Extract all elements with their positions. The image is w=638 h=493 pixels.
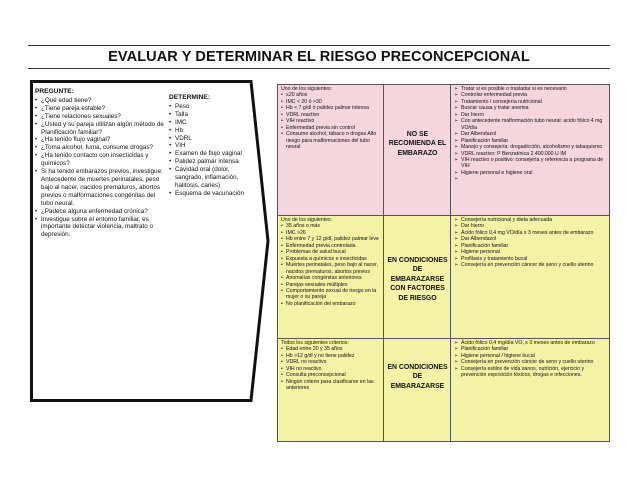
bullet-icon: • xyxy=(281,275,283,282)
criteria-item xyxy=(281,131,380,150)
criteria-list xyxy=(281,346,380,391)
arrow-bullet-icon: ➢ xyxy=(454,118,459,125)
bullet-icon: • xyxy=(281,131,283,138)
arrow-bullet-icon: ➢ xyxy=(454,229,459,236)
determine-column xyxy=(169,94,259,198)
bullet-icon: • xyxy=(281,287,283,294)
bullet-icon: • xyxy=(35,144,38,152)
determine-item xyxy=(169,103,259,111)
criteria-cell xyxy=(278,85,384,215)
bullet-icon: • xyxy=(169,134,172,142)
criteria-item-text: Consulta preconcepcional xyxy=(286,372,346,379)
question-item-text: ¿Ha tenido contacto con insecticidas y químicos? xyxy=(41,152,149,168)
treatment-item-text: Con antecedente malformación tubo neural: acido fólico 4 mg VO/día xyxy=(461,118,603,131)
criteria-item-text: Hb >12 g/dl y no tiene palidez xyxy=(286,352,355,359)
bullet-icon: • xyxy=(281,352,283,359)
arrow-bullet-icon: ➢ xyxy=(454,105,459,112)
question-item-text: ¿Qué edad tiene? xyxy=(41,96,92,104)
question-item-text: Investigue sobre el entorno familiar, es importante detectar violencia, maltrato o depresión. xyxy=(41,215,154,239)
bullet-icon: • xyxy=(169,142,172,150)
row-red xyxy=(278,85,609,215)
treatment-item-text: Buscar causa y tratar anemia xyxy=(461,105,529,112)
criteria-item-text: Edad entre 20 y 35 años xyxy=(286,346,343,353)
criteria-list xyxy=(281,92,380,150)
treatment-item-text: Consejería estilos de vida sanos, nutrición, ejercicio y prevención exposición tóxicos, drogas e infecciones. xyxy=(461,365,585,379)
arrow-bullet-icon: ➢ xyxy=(454,169,459,176)
classification-table xyxy=(277,84,610,442)
criteria-intro: Uno de los siguientes: xyxy=(281,86,333,92)
treatment-item-text: Tratar si es posible o trasladar si es necesario xyxy=(461,86,567,92)
bullet-icon: • xyxy=(281,98,283,105)
bullet-icon: • xyxy=(35,104,38,112)
arrow-bullet-icon: ➢ xyxy=(454,352,459,359)
bullet-icon: • xyxy=(281,262,283,269)
bullet-icon: • xyxy=(169,150,172,158)
criteria-item xyxy=(281,262,380,275)
bullet-icon: • xyxy=(281,229,283,236)
question-item-text: ¿Usted y su pareja utilizan algún método de Planificación familiar? xyxy=(41,120,164,136)
determine-item-text: VIH xyxy=(175,142,186,150)
treatment-list xyxy=(454,86,606,183)
bullet-icon: • xyxy=(281,111,283,118)
title-rule-top xyxy=(28,45,610,46)
bullet-icon: • xyxy=(281,92,283,99)
bullet-icon: • xyxy=(169,189,172,197)
determine-item-text: Cavidad oral (dolor, sangrado, inflamación, halitosis, caries) xyxy=(175,166,239,189)
treatment-cell xyxy=(451,339,609,441)
arrow-bullet-icon: ➢ xyxy=(454,255,459,262)
bullet-icon: • xyxy=(281,281,283,288)
determine-item xyxy=(169,190,259,198)
question-item-text: Si ha tenido embarazos previos, investigue: Antecedente de muertes perinatales, peso bajo al nacer, nacidos prematuros, abortos previos o malformaciones congénitas del tubo neural. xyxy=(41,168,163,207)
criteria-item-text: Enfermedad previa sin control xyxy=(286,124,355,131)
criteria-intro: Uno de los siguientes: xyxy=(281,217,333,223)
bullet-icon: • xyxy=(281,249,283,256)
criteria-item-text: Consume alcohol, tabaco o drogas Alto riesgo para malformaciones del tubo neural xyxy=(286,131,377,151)
treatment-item-text: Tratamiento / consejería nutricional xyxy=(461,98,542,105)
determine-item xyxy=(169,166,259,190)
treatment-item xyxy=(454,118,606,131)
criteria-list xyxy=(281,223,380,307)
arrow-bullet-icon: ➢ xyxy=(454,242,459,249)
page-title: EVALUAR Y DETERMINAR EL RIESGO PRECONCEPCIONAL xyxy=(108,49,530,65)
question-item-text: ¿Tiene pareja estable? xyxy=(41,104,106,112)
criteria-item-text: IMC >26 xyxy=(286,229,306,236)
criteria-item-text: VIH reactivo xyxy=(286,118,315,125)
bullet-icon: • xyxy=(281,359,283,366)
bullet-icon: • xyxy=(169,118,172,126)
treatment-item-text: Planificación familiar xyxy=(461,346,509,353)
question-item xyxy=(35,136,167,144)
criteria-cell xyxy=(278,339,384,441)
bullet-icon: • xyxy=(35,136,38,144)
treatment-item-text: Planificación familiar xyxy=(461,242,509,249)
classification-label: EN CONDICIONES DE EMBARAZARSE CON FACTORES DE RIESGO xyxy=(387,257,448,302)
bullet-icon: • xyxy=(35,168,38,176)
question-item-text: ¿Toma alcohol, fuma, consume drogas? xyxy=(41,144,153,152)
row-yellow xyxy=(278,339,609,441)
treatment-item xyxy=(454,170,606,176)
bullet-icon: • xyxy=(281,378,283,385)
treatment-item-text: Planificación familiar xyxy=(461,137,509,144)
treatment-cell xyxy=(451,85,609,215)
classification-label: EN CONDICIONES DE EMBARAZARSE xyxy=(387,364,448,390)
criteria-item-text: 35 años o más xyxy=(286,223,321,230)
treatment-item-text: Dar hierro xyxy=(461,223,485,230)
arrow-bullet-icon: ➢ xyxy=(454,137,459,144)
arrow-bullet-icon: ➢ xyxy=(454,92,459,99)
treatment-item-text: Ácido fólico 0,4 mg/día VO, x 3 meses antes de embarazo xyxy=(461,340,595,346)
criteria-item xyxy=(281,301,380,307)
bullet-icon: • xyxy=(169,110,172,118)
criteria-item-text: IMC < 20 ó >30 xyxy=(286,98,322,105)
criteria-item-text: Comportamiento sexual de riesgo en la mujer o su pareja xyxy=(286,287,377,301)
determine-item-text: Talla xyxy=(175,110,188,118)
treatment-cell xyxy=(451,216,609,338)
question-item xyxy=(35,216,167,240)
criteria-item-text: Enfermedad previa controlada xyxy=(286,242,356,249)
treatment-item-text: Controlar enfermedad previa xyxy=(461,92,528,99)
determine-item-text: Examen de flujo vaginal xyxy=(175,150,242,158)
row-yellow-risk xyxy=(278,216,609,338)
treatment-item-text: Manejo y consejería: drogadicción, alcoholismo y tabaquismo xyxy=(461,144,603,151)
bullet-icon: • xyxy=(169,166,172,174)
classification-cell xyxy=(384,85,451,215)
treatment-item-text: Dar Albendazol xyxy=(461,131,497,138)
treatment-item-text: Higiene personal / higiene bucal xyxy=(461,352,535,359)
arrow-bullet-icon: ➢ xyxy=(454,340,459,346)
criteria-item-text: Hb entre 7 y 12 g/dl, palidez palmar leve xyxy=(286,236,379,243)
bullet-icon: • xyxy=(35,112,38,120)
determine-item xyxy=(169,158,259,166)
bullet-icon: • xyxy=(281,105,283,112)
determine-item xyxy=(169,127,259,135)
determine-item-text: Esquema de vacunación xyxy=(175,189,244,197)
treatment-item-text: Higiene personal xyxy=(461,249,500,256)
title-rule-bottom xyxy=(28,68,610,69)
determine-item-text: VDRL xyxy=(175,134,192,142)
treatment-item-text: Ácido fólico 0,4 mg VO/día x 3 meses antes de embarazo xyxy=(461,229,594,236)
classification-cell xyxy=(384,339,451,441)
bullet-icon: • xyxy=(35,207,38,215)
pregunte-header: PREGUNTE: xyxy=(35,88,74,95)
arrow-bullet-icon: ➢ xyxy=(454,365,459,372)
determine-item-text: Palidez palmar intensa xyxy=(175,158,239,166)
arrow-bullet-icon: ➢ xyxy=(454,223,459,230)
treatment-item-text: Dar Albendazol xyxy=(461,236,497,243)
determine-item xyxy=(169,142,259,150)
arrow-bullet-icon: ➢ xyxy=(454,144,459,151)
bullet-icon: • xyxy=(281,124,283,131)
bullet-icon: • xyxy=(35,96,38,104)
bullet-icon: • xyxy=(281,372,283,379)
pregunte-list xyxy=(35,97,167,239)
question-item xyxy=(35,168,167,208)
arrow-bullet-icon: ➢ xyxy=(454,98,459,105)
question-item xyxy=(35,144,167,152)
criteria-item-text: Anomalías congénitas anteriores xyxy=(286,275,362,282)
treatment-item-text: Profilaxis y tratamiento bucal xyxy=(461,255,528,262)
determine-item xyxy=(169,111,259,119)
arrow-bullet-icon: ➢ xyxy=(454,150,459,157)
treatment-item-text: Consejería nutricional y dieta adecuada xyxy=(461,217,553,223)
determine-item xyxy=(169,150,259,158)
criteria-item xyxy=(281,288,380,301)
criteria-item-text: Ningún criterio para clasificarse en las anteriores xyxy=(286,378,374,392)
arrow-bullet-icon: ➢ xyxy=(454,236,459,243)
treatment-item xyxy=(454,157,606,170)
question-item-text: ¿Padece alguna enfermedad crónica? xyxy=(41,207,148,215)
determine-item xyxy=(169,135,259,143)
classification-cell xyxy=(384,216,451,338)
arrow-bullet-icon: ➢ xyxy=(454,346,459,353)
criteria-item-text: Expuesta a químicos e insecticidas xyxy=(286,255,367,262)
bullet-icon: • xyxy=(35,120,38,128)
determine-item-text: IMC xyxy=(175,118,187,126)
determine-item-text: Peso xyxy=(175,102,190,110)
arrow-bullet-icon: ➢ xyxy=(454,86,459,92)
determine-item xyxy=(169,119,259,127)
bullet-icon: • xyxy=(169,126,172,134)
bullet-icon: • xyxy=(281,365,283,372)
criteria-intro: Todos los siguientes criterios: xyxy=(281,340,349,346)
bullet-icon: • xyxy=(281,242,283,249)
determine-list xyxy=(169,103,259,198)
classification-label: NO SE RECOMIENDA EL EMBARAZO xyxy=(388,131,447,157)
arrow-bullet-icon: ➢ xyxy=(454,359,459,366)
question-item-text: ¿Ha tenido flujo vaginal? xyxy=(41,136,111,144)
criteria-item-text: VIH no reactivo xyxy=(286,365,322,372)
arrow-bullet-icon: ➢ xyxy=(454,156,459,163)
bullet-icon: • xyxy=(281,236,283,243)
criteria-item-text: Hb < 7 g/dl ó palidez palmar intensa xyxy=(286,105,369,112)
treatment-item xyxy=(454,366,606,379)
bullet-icon: • xyxy=(169,102,172,110)
question-item xyxy=(35,113,167,121)
criteria-item-text: Parejas sexuales múltiples xyxy=(286,281,348,288)
question-item xyxy=(35,105,167,113)
arrow-bullet-icon: ➢ xyxy=(454,111,459,118)
bullet-icon: • xyxy=(35,215,38,223)
treatment-item-text: VDRL reactivo: P Benzatínica 2.400.000 U IM xyxy=(461,150,566,157)
criteria-item-text: ≤20 años xyxy=(286,92,308,99)
bullet-icon: • xyxy=(281,255,283,262)
treatment-item-text: Consejería en prevención cáncer de seno y cuello uterino xyxy=(461,262,594,269)
arrow-bullet-icon: ➢ xyxy=(454,176,459,183)
treatment-list xyxy=(454,217,606,269)
question-item xyxy=(35,97,167,105)
treatment-item-text: Higiene personal e higiene oral xyxy=(461,169,533,176)
treatment-item-text: VIH reactivo o positivo: consejería y referencia a programa de VIH xyxy=(461,156,604,170)
bullet-icon: • xyxy=(281,118,283,125)
criteria-cell xyxy=(278,216,384,338)
criteria-item-text: Problemas de salud bucal xyxy=(286,249,346,256)
criteria-item-text: VDRL reactivo xyxy=(286,111,320,118)
arrow-bullet-icon: ➢ xyxy=(454,217,459,223)
treatment-item xyxy=(454,262,606,268)
criteria-item xyxy=(281,379,380,392)
treatment-item-text: Dar hierro xyxy=(461,111,485,118)
determine-header: DETERMINE: xyxy=(169,94,211,101)
question-item xyxy=(35,152,167,168)
arrow-bullet-icon: ➢ xyxy=(454,131,459,138)
question-item xyxy=(35,121,167,137)
arrow-bullet-icon: ➢ xyxy=(454,262,459,269)
bullet-icon: • xyxy=(35,152,38,160)
determine-item-text: Hb xyxy=(175,126,184,134)
criteria-item-text: No planificación del embarazo xyxy=(286,300,356,307)
bullet-icon: • xyxy=(281,223,283,230)
bullet-icon: • xyxy=(281,300,283,307)
treatment-list xyxy=(454,340,606,379)
pregunte-column xyxy=(35,88,167,239)
bullet-icon: • xyxy=(281,346,283,353)
bullet-icon: • xyxy=(169,158,172,166)
criteria-item-text: VDRL no reactivo xyxy=(286,359,327,366)
question-item xyxy=(35,208,167,216)
treatment-item-text: Consejería en prevención cáncer de seno y cuello uterino xyxy=(461,359,594,366)
question-item-text: ¿Tiene relaciones sexuales? xyxy=(41,112,121,120)
criteria-item-text: Muertes perinatales, peso bajo al nacer, nacidos prematuros, abortos previos xyxy=(286,262,378,275)
arrow-bullet-icon: ➢ xyxy=(454,249,459,256)
